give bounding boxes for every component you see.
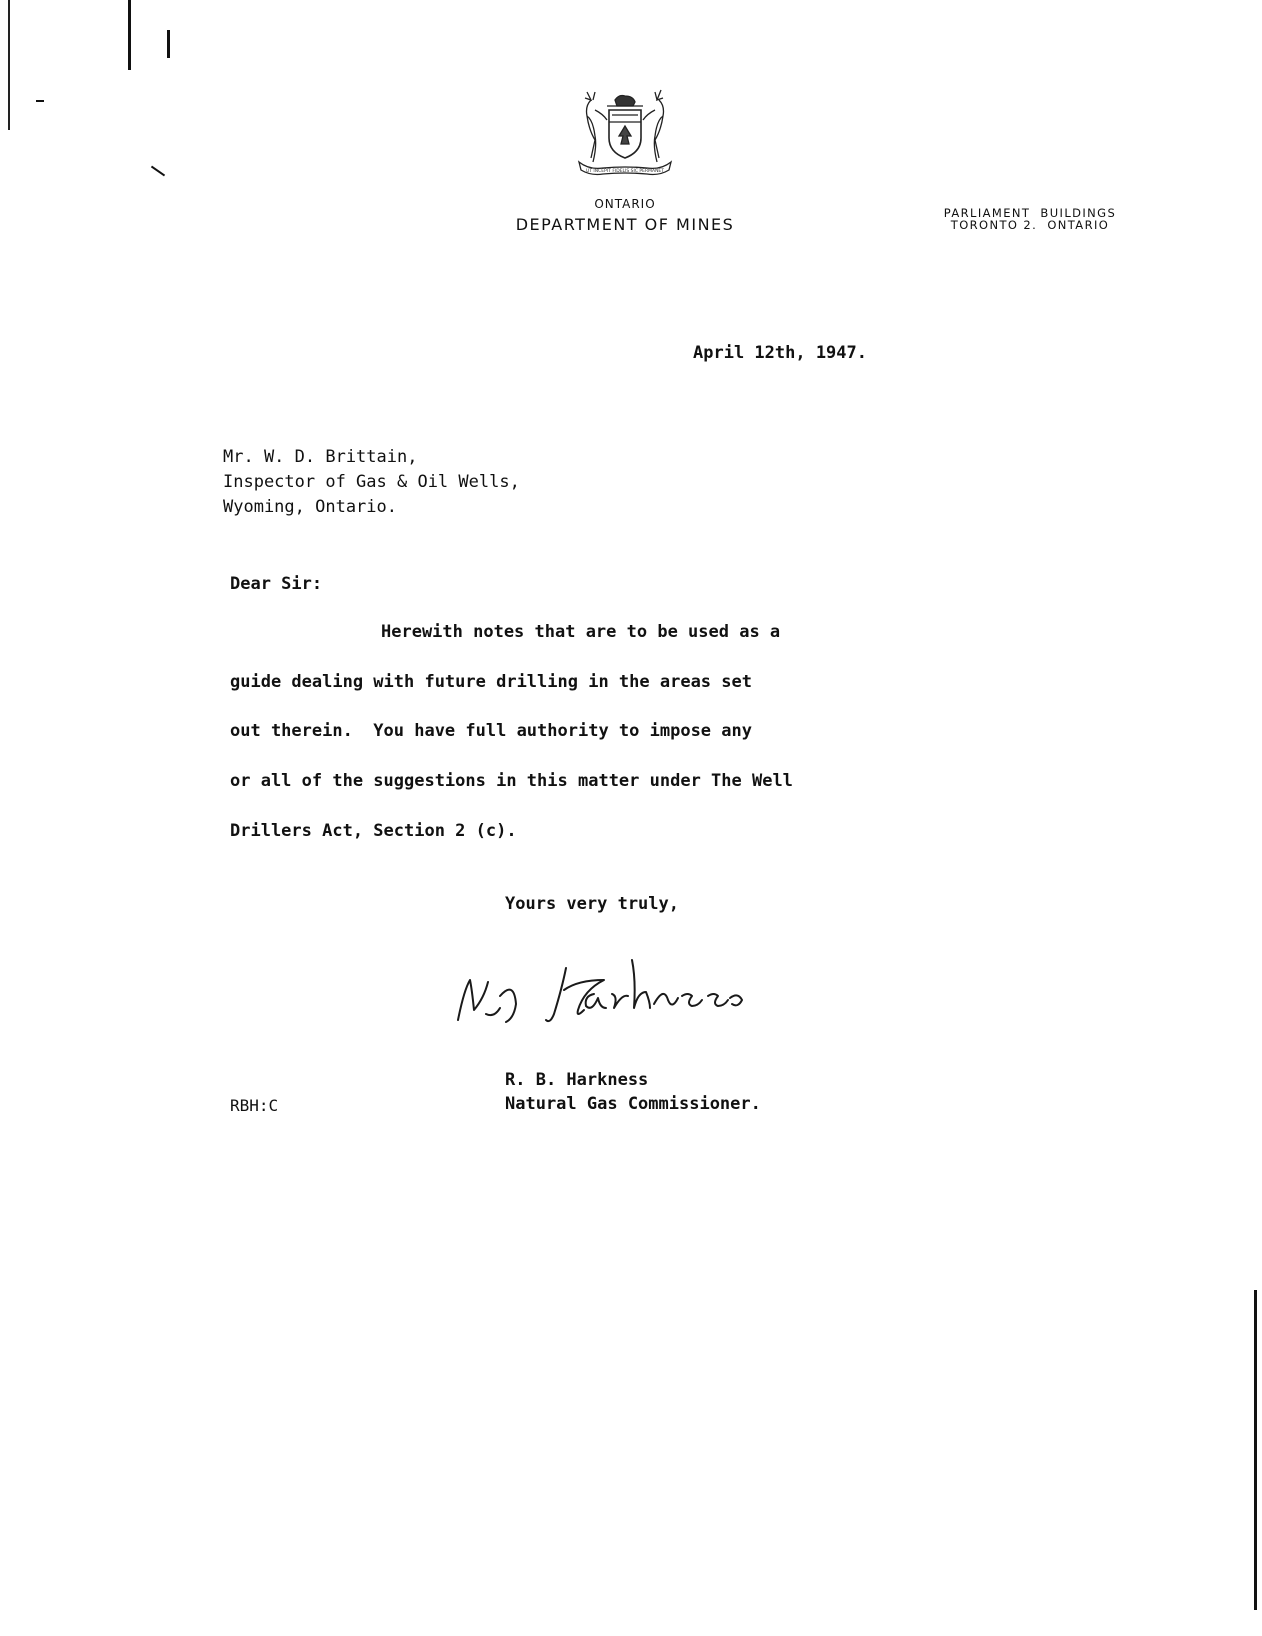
body-line: or all of the suggestions in this matter under The Well [230,771,793,791]
scan-mark [151,166,165,177]
recipient-line: Mr. W. D. Brittain, [223,447,418,467]
salutation: Dear Sir: [230,574,323,594]
scan-edge-right [1254,1290,1257,1610]
svg-text:UT INCEPIT FIDELIS SIC PERMANE: UT INCEPIT FIDELIS SIC PERMANET [585,169,665,174]
ontario-coat-of-arms-icon [565,88,685,188]
body-line: out therein. You have full authority to impose any [230,721,752,741]
scan-mark [36,100,44,102]
letter-date: April 12th, 1947. [693,343,867,363]
closing: Yours very truly, [505,894,679,914]
letterhead-address-line: TORONTO 2. ONTARIO [950,218,1110,232]
letterhead-address-line: PARLIAMENT BUILDINGS [943,206,1117,220]
signer-title: Natural Gas Commissioner. [505,1094,761,1114]
body-line: guide dealing with future drilling in the areas set [230,672,752,692]
letterhead-address [900,207,1160,231]
recipient-line: Wyoming, Ontario. [223,497,397,517]
body-line: Drillers Act, Section 2 (c). [230,821,517,841]
handwritten-signature [450,950,870,1030]
recipient-line: Inspector of Gas & Oil Wells, [223,472,520,492]
signer-name: R. B. Harkness [505,1070,649,1090]
reference-initials: RBH:C [230,1096,279,1115]
scan-mark [167,30,170,58]
body-line: Herewith notes that are to be used as a [381,622,781,642]
scan-mark [128,0,131,70]
letterhead-department: DEPARTMENT OF MINES [515,215,735,234]
letterhead-province: ONTARIO [594,197,656,211]
scan-edge-left [8,0,10,130]
